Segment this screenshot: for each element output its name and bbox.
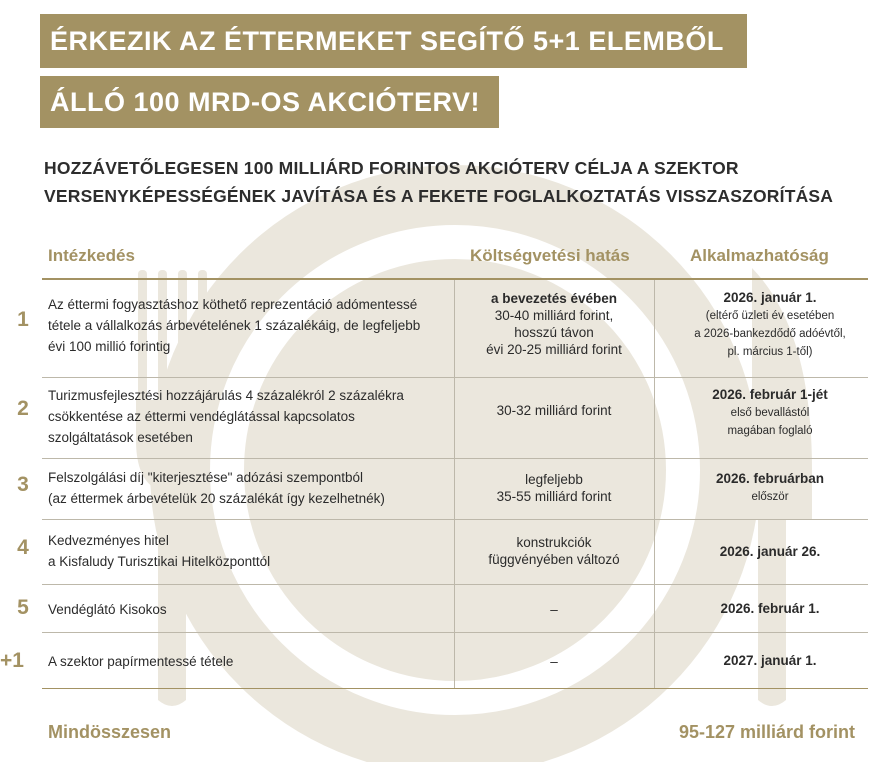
measure-line: a Kisfaludy Turisztikai Hitelközponttól <box>48 554 271 569</box>
subtitle <box>44 154 844 210</box>
applicability-date <box>676 386 864 440</box>
measure-description <box>48 599 448 620</box>
measure-line: Turizmusfejlesztési hozzájárulás 4 százalékról 2 százalékra <box>48 388 404 403</box>
date-main: 2026. január 1. <box>723 290 817 305</box>
applicability-date <box>676 470 864 506</box>
date-main: 2026. februárban <box>715 471 825 486</box>
row-number: 5 <box>17 596 29 619</box>
budget-line: függvényében változó <box>488 552 620 567</box>
measure-line: csökkentése az éttermi vendéglátással kapcsolatos <box>48 409 355 424</box>
date-note: első bevallástól <box>730 407 810 419</box>
budget-impact <box>456 290 652 358</box>
budget-line-bold: a bevezetés évében <box>490 291 618 306</box>
date-main: 2026. január 26. <box>719 544 821 559</box>
budget-impact <box>456 402 652 419</box>
column-divider <box>654 280 655 688</box>
budget-line: legfeljebb <box>525 472 583 487</box>
date-note: magában foglaló <box>727 425 813 437</box>
row-divider <box>42 519 868 520</box>
subtitle-line1: HOZZÁVETŐLEGESEN 100 MILLIÁRD FORINTOS AKCIÓTERV CÉLJA A SZEKTOR <box>44 158 739 178</box>
table-bottom-divider <box>42 688 868 689</box>
headline-banner-line1: ÉRKEZIK AZ ÉTTERMEKET SEGÍTŐ 5+1 ELEMBŐL <box>40 14 747 68</box>
budget-impact <box>456 534 652 568</box>
measure-description <box>48 294 448 357</box>
row-number: 4 <box>17 536 29 559</box>
budget-line: évi 20-25 milliárd forint <box>486 342 622 357</box>
row-divider <box>42 377 868 378</box>
applicability-date <box>676 600 864 618</box>
total-label: Mindösszesen <box>48 722 172 742</box>
measure-line: Felszolgálási díj "kiterjesztése" adózási szempontból <box>48 470 363 485</box>
measure-description <box>48 467 448 509</box>
measure-line: szolgáltatások esetében <box>48 430 193 445</box>
row-number: 3 <box>17 473 29 496</box>
date-note: először <box>751 491 789 503</box>
measure-line: (az éttermek árbevételük 20 százalékát így kezelhetnék) <box>48 491 385 506</box>
row-number: +1 <box>0 649 24 672</box>
measure-description <box>48 530 448 572</box>
row-divider <box>42 584 868 585</box>
date-main: 2026. február 1. <box>720 601 820 616</box>
subtitle-line2: VERSENYKÉPESSÉGÉNEK JAVÍTÁSA ÉS A FEKETE FOGLALKOZTATÁS VISSZASZORÍTÁSA <box>44 186 834 206</box>
row-divider <box>42 458 868 459</box>
date-note: (eltérő üzleti év esetében <box>705 310 835 322</box>
headline-banner-line2: ÁLLÓ 100 MRD-OS AKCIÓTERV! <box>40 76 499 128</box>
budget-impact <box>456 653 652 670</box>
row-number: 1 <box>17 308 29 331</box>
row-number: 2 <box>17 397 29 420</box>
budget-impact <box>456 471 652 505</box>
measure-line: Az éttermi fogyasztáshoz köthető reprezentáció adómentessé <box>48 297 418 312</box>
budget-line: – <box>550 654 558 669</box>
measure-description <box>48 385 448 448</box>
date-main: 2027. január 1. <box>723 653 817 668</box>
budget-line: 30-40 milliárd forint, <box>494 308 614 323</box>
measure-line: A szektor papírmentessé tétele <box>48 654 234 669</box>
column-header-applicability: Alkalmazhatóság <box>690 246 829 265</box>
column-header-budget: Költségvetési hatás <box>470 246 630 265</box>
date-note: a 2026-bankezdődő adóévtől, <box>694 328 846 340</box>
measure-line: évi 100 millió forintig <box>48 339 171 354</box>
header-divider <box>42 278 868 280</box>
budget-line: hosszú távon <box>514 325 594 340</box>
measure-line: Kedvezményes hitel <box>48 533 169 548</box>
budget-line: 35-55 milliárd forint <box>496 489 612 504</box>
budget-line: 30-32 milliárd forint <box>496 403 612 418</box>
budget-impact <box>456 601 652 618</box>
total-value: 95-127 milliárd forint <box>678 722 855 742</box>
measure-line: tétele a vállalkozás árbevételének 1 százalékáig, de legfeljebb <box>48 318 421 333</box>
date-note: pl. március 1-től) <box>727 346 813 358</box>
applicability-date <box>676 543 864 561</box>
applicability-date <box>676 652 864 670</box>
measure-description <box>48 651 448 672</box>
column-header-measure: Intézkedés <box>48 246 135 265</box>
measure-line: Vendéglátó Kisokos <box>48 602 167 617</box>
budget-line: konstrukciók <box>516 535 592 550</box>
date-main: 2026. február 1-jét <box>712 387 828 402</box>
budget-line: – <box>550 602 558 617</box>
applicability-date <box>676 289 864 361</box>
column-divider <box>454 280 455 688</box>
row-divider <box>42 632 868 633</box>
